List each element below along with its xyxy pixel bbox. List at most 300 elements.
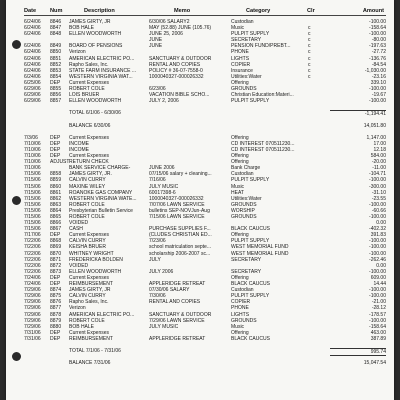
cell-amount: 609.00 xyxy=(370,274,386,281)
cell-category: Utilities:Water xyxy=(231,195,262,202)
balance-row xyxy=(24,360,386,366)
cell-label: BALANCE 6/30/06 xyxy=(69,122,111,129)
cell-date: 6/29/06 xyxy=(24,98,41,105)
cell-clr: c xyxy=(308,61,311,68)
cell-num: 8856 xyxy=(50,92,62,99)
cell-amount: -80.00 xyxy=(371,37,386,44)
cell-category: WEST MEMORIAL FUND xyxy=(231,244,289,251)
cell-num: ADJUST xyxy=(50,159,70,166)
cell-date: 7/22/06 xyxy=(24,262,41,269)
cell-amount: -100.00 xyxy=(369,177,386,184)
cell-num: 8868 xyxy=(50,238,62,245)
cell-date: 7/15/06 xyxy=(24,207,41,214)
cell-num: DEP xyxy=(50,329,61,336)
cell-date: 7/10/06 xyxy=(24,146,41,153)
column-header xyxy=(24,8,386,18)
cell-description: WHITNEY WRIGHT xyxy=(69,250,114,257)
cell-amount: -100.00 xyxy=(369,19,386,25)
cell-date: 7/22/06 xyxy=(24,238,41,245)
cell-num: 8872 xyxy=(50,262,62,269)
cell-date: 6/29/06 xyxy=(24,86,41,93)
cell-date: 7/15/06 xyxy=(24,214,41,220)
cell-description: Verizon xyxy=(69,305,86,312)
cell-category: Offering xyxy=(231,232,249,239)
cell-clr: c xyxy=(308,31,311,38)
cell-amount: 14,051.80 xyxy=(363,122,386,129)
cell-category: Music xyxy=(231,183,245,190)
cell-category: Offering xyxy=(231,274,249,281)
cell-num: DEP xyxy=(50,153,61,160)
cell-description: Rapho Sales, Inc. xyxy=(69,299,109,306)
cell-category: Bank Charge xyxy=(231,165,261,172)
cell-description: CALVIN CURRY xyxy=(69,177,106,184)
cell-clr: c xyxy=(308,25,311,32)
cell-description: STATE FARM INSURANCE ... xyxy=(69,67,137,74)
cell-description: ELLEN WOODWORTH xyxy=(69,31,122,38)
cell-clr: c xyxy=(308,55,311,62)
cell-category: SECRETARY xyxy=(231,268,262,275)
cell-date: 7/15/06 xyxy=(24,183,41,190)
cell-description: INCOME xyxy=(69,146,89,153)
cell-category: SECRETARY xyxy=(231,37,262,44)
cell-amount: -100.00 xyxy=(369,244,386,251)
cell-date: 7/24/06 xyxy=(24,274,41,281)
punch-hole-icon xyxy=(12,196,21,205)
cell-amount: 391.83 xyxy=(370,232,386,239)
cell-category: PHONE xyxy=(231,305,249,312)
cell-date: 7/22/06 xyxy=(24,256,41,263)
cell-category: BLACK CAUCUS xyxy=(231,226,270,233)
cell-memo: SANCTUARY & OUTDOOR xyxy=(149,311,212,318)
cell-num: 8866 xyxy=(50,220,62,227)
cell-num: 8850 xyxy=(50,49,62,56)
cell-memo: 1000040327-000026332 xyxy=(149,195,204,202)
cell-memo: JUNE 25, 2006 xyxy=(149,31,183,38)
cell-amount: -11.00 xyxy=(372,165,386,172)
cell-description: JAMES GIRTY, JR xyxy=(69,287,111,294)
cell-num: 8859 xyxy=(50,177,62,184)
cell-category: BLACK CAUCUS xyxy=(231,281,270,288)
cell-memo: JULY MUSIC xyxy=(149,323,179,330)
cell-description: Current Expenses xyxy=(69,79,110,86)
cell-num: 8858 xyxy=(50,171,62,178)
header-memo: Memo xyxy=(174,8,191,14)
cell-amount: -100.00 xyxy=(369,293,386,300)
cell-date: 7/15/06 xyxy=(24,189,41,196)
cell-category: BLACK CAUCUS xyxy=(231,335,270,342)
cell-description: BOB HALE xyxy=(69,25,95,32)
cell-description: WESTERN VIRGINIA WATE... xyxy=(69,195,137,202)
cell-num: 8852 xyxy=(50,61,62,68)
cell-num: 8851 xyxy=(50,55,62,62)
cell-num: 8870 xyxy=(50,250,62,257)
cell-num: DEP xyxy=(50,146,61,153)
cell-description: Presbyterian Bulletin Service xyxy=(69,207,133,214)
cell-num: 8878 xyxy=(50,311,62,318)
cell-num: 8854 xyxy=(50,73,62,80)
cell-amount: -402.32 xyxy=(369,226,386,233)
cell-date: 7/10/06 xyxy=(24,153,41,160)
cell-description: ELLEN WOODWORTH xyxy=(69,98,122,105)
cell-description: ROBERT COLE xyxy=(69,317,105,324)
cell-category: Music xyxy=(231,25,245,32)
cell-num: 8857 xyxy=(50,98,62,105)
cell-label: BALANCE 7/31/06 xyxy=(69,360,111,367)
cell-category: GROUNDS xyxy=(231,317,257,324)
cell-memo: 7/07/06 LAWN SERVICE xyxy=(149,201,205,208)
cell-amount: -1,030.00 xyxy=(364,67,386,74)
cell-clr: c xyxy=(308,37,311,44)
cell-amount: 339.10 xyxy=(370,79,386,86)
cell-amount: 1,147.00 xyxy=(366,134,386,141)
cell-amount: -100.00 xyxy=(369,214,386,220)
cell-category: Custodian xyxy=(231,171,254,178)
cell-memo: JULY 2, 2006 xyxy=(149,98,179,105)
cell-memo: bulletins SEP-NOVJun-Aug xyxy=(149,207,210,214)
cell-num: DEP xyxy=(50,134,61,141)
cell-category: CD INTEREST 070511230... xyxy=(231,146,295,153)
cell-description: BANK SERVICE CHARGE- xyxy=(69,165,131,172)
cell-num: 8880 xyxy=(50,323,62,330)
cell-date: 7/15/06 xyxy=(24,226,41,233)
cell-description: BOB HALE xyxy=(69,323,95,330)
cell-category: PULPIT SUPPLY xyxy=(231,31,270,38)
cell-date: 6/24/06 xyxy=(24,43,41,50)
cell-num: 8855 xyxy=(50,86,62,93)
cell-description: Current Expenses xyxy=(69,329,110,336)
cell-date: 6/25/06 xyxy=(24,79,41,86)
cell-amount: 0.00 xyxy=(376,220,386,227)
cell-category: Offering xyxy=(231,153,249,160)
cell-description: REIMBURSEMENT xyxy=(69,335,113,342)
cell-memo: 6/30/06 SALARY2 xyxy=(149,19,190,25)
cell-description: ELLEN WOODWORTH xyxy=(69,268,122,275)
header-amount: Amount xyxy=(362,8,384,14)
cell-label: TOTAL 6/1/06 - 6/30/06 xyxy=(69,110,121,117)
cell-num: 8877 xyxy=(50,305,62,312)
cell-description: MAXINE WILEY xyxy=(69,183,106,190)
cell-category: HEAT xyxy=(231,189,244,196)
cell-date: 7/24/06 xyxy=(24,281,41,288)
cell-amount: -104.71 xyxy=(369,171,386,178)
cell-description: Current Expenses xyxy=(69,232,110,239)
cell-date: 6/24/06 xyxy=(24,55,41,62)
cell-memo: JUNE 2006 xyxy=(149,165,175,172)
cell-amount: -100.00 xyxy=(369,238,386,245)
cell-category: Custodian xyxy=(231,287,254,294)
cell-description: JAMES GIRTY, JR xyxy=(69,19,111,25)
cell-description: AMERICAN ELECTRIC PO... xyxy=(69,55,135,62)
cell-memo: VACATION BIBLE SCHO... xyxy=(149,92,210,99)
cell-description: CALVIN CURRY xyxy=(69,238,106,245)
cell-date: 7/22/06 xyxy=(24,268,41,275)
cell-description: INCOME xyxy=(69,140,89,147)
cell-date: 6/24/06 xyxy=(24,31,41,38)
cell-category: LIGHTS xyxy=(231,55,250,62)
cell-category: COPIER xyxy=(231,61,251,68)
cell-date: 7/15/06 xyxy=(24,220,41,227)
cell-description: CASH xyxy=(69,226,83,233)
cell-date: 7/29/06 xyxy=(24,287,41,294)
header-description: Description xyxy=(84,8,115,14)
cell-amount: -1,194.41 xyxy=(330,110,386,117)
cell-amount: -100.00 xyxy=(369,287,386,294)
cell-amount: -100.00 xyxy=(369,250,386,257)
cell-num: 8848 xyxy=(50,31,62,38)
cell-category: PULPIT SUPPLY xyxy=(231,293,270,300)
cell-memo: scholarship 2006-2007 sc... xyxy=(149,250,211,257)
cell-description: FREDERICKA BOLDEN xyxy=(69,256,123,263)
cell-category: Insurance xyxy=(231,67,253,74)
cell-category: Custodian xyxy=(231,19,254,25)
cell-date: 7/10/06 xyxy=(24,165,41,172)
cell-category: Offering xyxy=(231,159,249,166)
cell-amount: -60.66 xyxy=(371,207,386,214)
cell-num: DEP xyxy=(50,274,61,281)
cell-memo: JULY xyxy=(149,256,161,263)
cell-num: 8860 xyxy=(50,183,62,190)
cell-date: 7/10/06 xyxy=(24,159,41,166)
cell-memo: MAY (52.88) JUNE (105.76) xyxy=(149,25,212,32)
header-rule xyxy=(24,15,386,16)
cell-amount: -28.12 xyxy=(371,305,386,312)
cell-date: 7/10/06 xyxy=(24,140,41,147)
cell-memo: POLICY # 36-07-7558-0 xyxy=(149,67,203,74)
cell-category: PHONE xyxy=(231,49,249,56)
cell-category: Utilities:Water xyxy=(231,73,262,80)
cell-memo: 07/30/06 SALARY xyxy=(149,287,190,294)
cell-date: 7/29/06 xyxy=(24,323,41,330)
cell-category: Offering xyxy=(231,79,249,86)
cell-amount: -197.63 xyxy=(369,43,386,50)
cell-description: Current Expenses xyxy=(69,134,110,141)
cell-clr: c xyxy=(308,43,311,50)
cell-description: ROBERT COLE xyxy=(69,214,105,220)
cell-amount: -262.46 xyxy=(369,256,386,263)
cell-date: 6/24/06 xyxy=(24,73,41,80)
cell-num: 8869 xyxy=(50,244,62,251)
cell-date: 7/31/06 xyxy=(24,329,41,336)
cell-amount: 17.00 xyxy=(373,140,386,147)
cell-date: 6/24/06 xyxy=(24,61,41,68)
cell-category: Music xyxy=(231,323,245,330)
cell-num: 8853 xyxy=(50,67,62,74)
cell-num: 8867 xyxy=(50,226,62,233)
cell-date: 7/3/06 xyxy=(24,134,38,141)
cell-category: COPIER xyxy=(231,299,251,306)
cell-amount: -158.64 xyxy=(369,323,386,330)
cell-date: 7/29/06 xyxy=(24,317,41,324)
cell-amount: -23.55 xyxy=(371,195,386,202)
cell-category: PENSION FUND/PREBT... xyxy=(231,43,291,50)
cell-category: GROUNDS xyxy=(231,214,257,220)
cell-num: 8865 xyxy=(50,214,62,220)
cell-date: 7/15/06 xyxy=(24,177,41,184)
cell-num: 8874 xyxy=(50,287,62,294)
cell-category: Offering xyxy=(231,329,249,336)
cell-num: 8864 xyxy=(50,207,62,214)
cell-date: 7/29/06 xyxy=(24,299,41,306)
cell-clr: c xyxy=(308,73,311,80)
cell-date: 7/22/06 xyxy=(24,244,41,251)
cell-num: DEP xyxy=(50,335,61,342)
cell-date: 7/17/06 xyxy=(24,232,41,239)
cell-date: 6/29/06 xyxy=(24,92,41,99)
cell-description: ROBERT COLE xyxy=(69,86,105,93)
cell-description: ROANOKE GAS COMPANY xyxy=(69,189,133,196)
cell-amount: -27.72 xyxy=(371,49,386,56)
cell-category: LIGHTS xyxy=(231,311,250,318)
cell-description: Current Expenses xyxy=(69,153,110,160)
cell-description: ROBERT COLE xyxy=(69,201,105,208)
cell-memo: 7/16/06 xyxy=(149,177,166,184)
cell-description: BOARD OF PENSIONS xyxy=(69,43,123,50)
cell-num: 8849 xyxy=(50,43,62,50)
cell-memo: 6/23/06 xyxy=(149,86,166,93)
cell-memo: APPLERIDGE RETREAT xyxy=(149,335,206,342)
cell-memo: JULY 2006 xyxy=(149,268,174,275)
cell-category: CD INTEREST 070511230... xyxy=(231,140,295,147)
cell-amount: 15,047.54 xyxy=(363,360,386,367)
cell-num: 8847 xyxy=(50,25,62,32)
cell-amount: -21.00 xyxy=(371,299,386,306)
cell-description: RETURN CHECK xyxy=(69,159,109,166)
cell-date: 7/29/06 xyxy=(24,311,41,318)
cell-label: TOTAL 7/1/06 - 7/31/06 xyxy=(69,348,121,355)
cell-memo: 7/29/06 LAWN SERVICE xyxy=(149,317,205,324)
cell-amount: -100.00 xyxy=(369,201,386,208)
cell-num: 8876 xyxy=(50,299,62,306)
cell-amount: 387.89 xyxy=(370,335,386,342)
cell-amount: -100.00 xyxy=(369,98,386,105)
cell-amount: 12.18 xyxy=(373,146,386,153)
cell-num: DEP xyxy=(50,281,61,288)
cell-category: PULPIT SUPPLY xyxy=(231,98,270,105)
cell-description: Current Expenses xyxy=(69,274,110,281)
cell-memo: RENTAL AND COPIES xyxy=(149,299,201,306)
cell-description: VOIDED xyxy=(69,220,89,227)
cell-amount: -158.64 xyxy=(369,25,386,32)
cell-date: 7/22/06 xyxy=(24,250,41,257)
cell-category: WORSHIP xyxy=(231,207,255,214)
cell-category: WEST MEMORIAL FUND xyxy=(231,250,289,257)
cell-date: 7/29/06 xyxy=(24,293,41,300)
cell-date: 7/15/06 xyxy=(24,171,41,178)
cell-category: Offering xyxy=(231,134,249,141)
cell-amount: -100.00 xyxy=(369,317,386,324)
cell-num: DEP xyxy=(50,140,61,147)
cell-num: 8879 xyxy=(50,317,62,324)
cell-memo: 07/15/06 salary + cleaning... xyxy=(149,171,212,178)
cell-memo: APPLERIDGE RETREAT xyxy=(149,281,206,288)
cell-amount: 0.00 xyxy=(376,262,386,269)
cell-amount: -300.00 xyxy=(369,183,386,190)
cell-memo: (CLUDES CHRISTIAN ED... xyxy=(149,232,212,239)
header-date: Date xyxy=(24,8,37,14)
cell-amount: 14.44 xyxy=(373,281,386,288)
cell-date: 6/24/06 xyxy=(24,67,41,74)
cell-memo: 60017398-6 xyxy=(149,189,176,196)
header-clr: Clr xyxy=(307,8,315,14)
cell-category: GROUNDS xyxy=(231,86,257,93)
cell-category: PULPIT SUPPLY xyxy=(231,238,270,245)
cell-num: 8863 xyxy=(50,201,62,208)
cell-amount: 995.74 xyxy=(330,348,386,356)
cell-memo: PURCHASE SUPPLIES F... xyxy=(149,226,211,233)
cell-date: 7/15/06 xyxy=(24,201,41,208)
cell-amount: 584.00 xyxy=(370,153,386,160)
cell-description: AMERICAN ELECTRIC PO... xyxy=(69,311,135,318)
cell-date: 6/24/06 xyxy=(24,49,41,56)
cell-memo: JULY MUSIC xyxy=(149,183,179,190)
cell-category: Christian Education:Materi... xyxy=(231,92,294,99)
cell-date: 6/24/06 xyxy=(24,19,41,25)
cell-memo: JUNE xyxy=(149,37,163,44)
cell-amount: -31.10 xyxy=(371,189,386,196)
cell-memo: school matriculation septe... xyxy=(149,244,211,251)
cell-amount: -20.00 xyxy=(371,159,386,166)
cell-num: 8875 xyxy=(50,293,62,300)
cell-num: DEP xyxy=(50,79,61,86)
cell-date: 7/15/06 xyxy=(24,195,41,202)
cell-description: Verizon xyxy=(69,49,86,56)
cell-num: 8846 xyxy=(50,19,62,25)
header-num: Num xyxy=(50,8,63,14)
cell-date: 6/24/06 xyxy=(24,25,41,32)
cell-amount: -178.57 xyxy=(369,311,386,318)
cell-amount: -100.00 xyxy=(369,268,386,275)
cell-clr: c xyxy=(308,67,311,74)
cell-amount: -100.00 xyxy=(369,31,386,38)
cell-clr: c xyxy=(308,49,311,56)
cell-memo: RENTAL AND COPIES xyxy=(149,61,201,68)
cell-memo: SANCTUARY & OUTDOOR xyxy=(149,55,212,62)
cell-description: CALVIN CURRY xyxy=(69,293,106,300)
cell-memo: 7/30/06 xyxy=(149,293,166,300)
cell-date: 7/31/06 xyxy=(24,335,41,342)
cell-amount: 463.00 xyxy=(370,329,386,336)
cell-category: GROUNDS xyxy=(231,201,257,208)
cell-num: 8871 xyxy=(50,256,62,263)
punch-hole-icon xyxy=(12,40,21,49)
cell-description: LOIS BRUER xyxy=(69,92,100,99)
document-page xyxy=(6,0,394,400)
cell-description: KEISHA BRUER xyxy=(69,244,106,251)
cell-memo: 7/23/06 xyxy=(149,238,166,245)
cell-memo: 1000040327-000026332 xyxy=(149,73,204,80)
cell-category: SECRETARY xyxy=(231,256,262,263)
register-rows xyxy=(24,19,386,366)
cell-description: REIMBURSEMENT xyxy=(69,281,113,288)
cell-description: JAMES GIRTY, JR. xyxy=(69,171,112,178)
cell-memo: 7/15/06 LAWN SERVICE xyxy=(149,214,205,220)
cell-description: VOIDED xyxy=(69,262,89,269)
cell-num: 8861 xyxy=(50,189,62,196)
cell-amount: -23.16 xyxy=(371,73,386,80)
header-category: Category xyxy=(246,8,271,14)
cell-amount: -100.00 xyxy=(369,86,386,93)
cell-date: 7/29/06 xyxy=(24,305,41,312)
cell-num: 8862 xyxy=(50,195,62,202)
cell-num: 8873 xyxy=(50,268,62,275)
cell-amount: -136.76 xyxy=(369,55,386,62)
cell-amount: -84.54 xyxy=(371,61,386,68)
cell-description: Rapho Sales, Inc. xyxy=(69,61,109,68)
cell-description: WESTERN VIRGINIA WAT... xyxy=(69,73,133,80)
cell-category: PULPIT SUPPLY xyxy=(231,177,270,184)
cell-amount: -19.67 xyxy=(371,92,386,99)
punch-hole-icon xyxy=(12,352,21,361)
